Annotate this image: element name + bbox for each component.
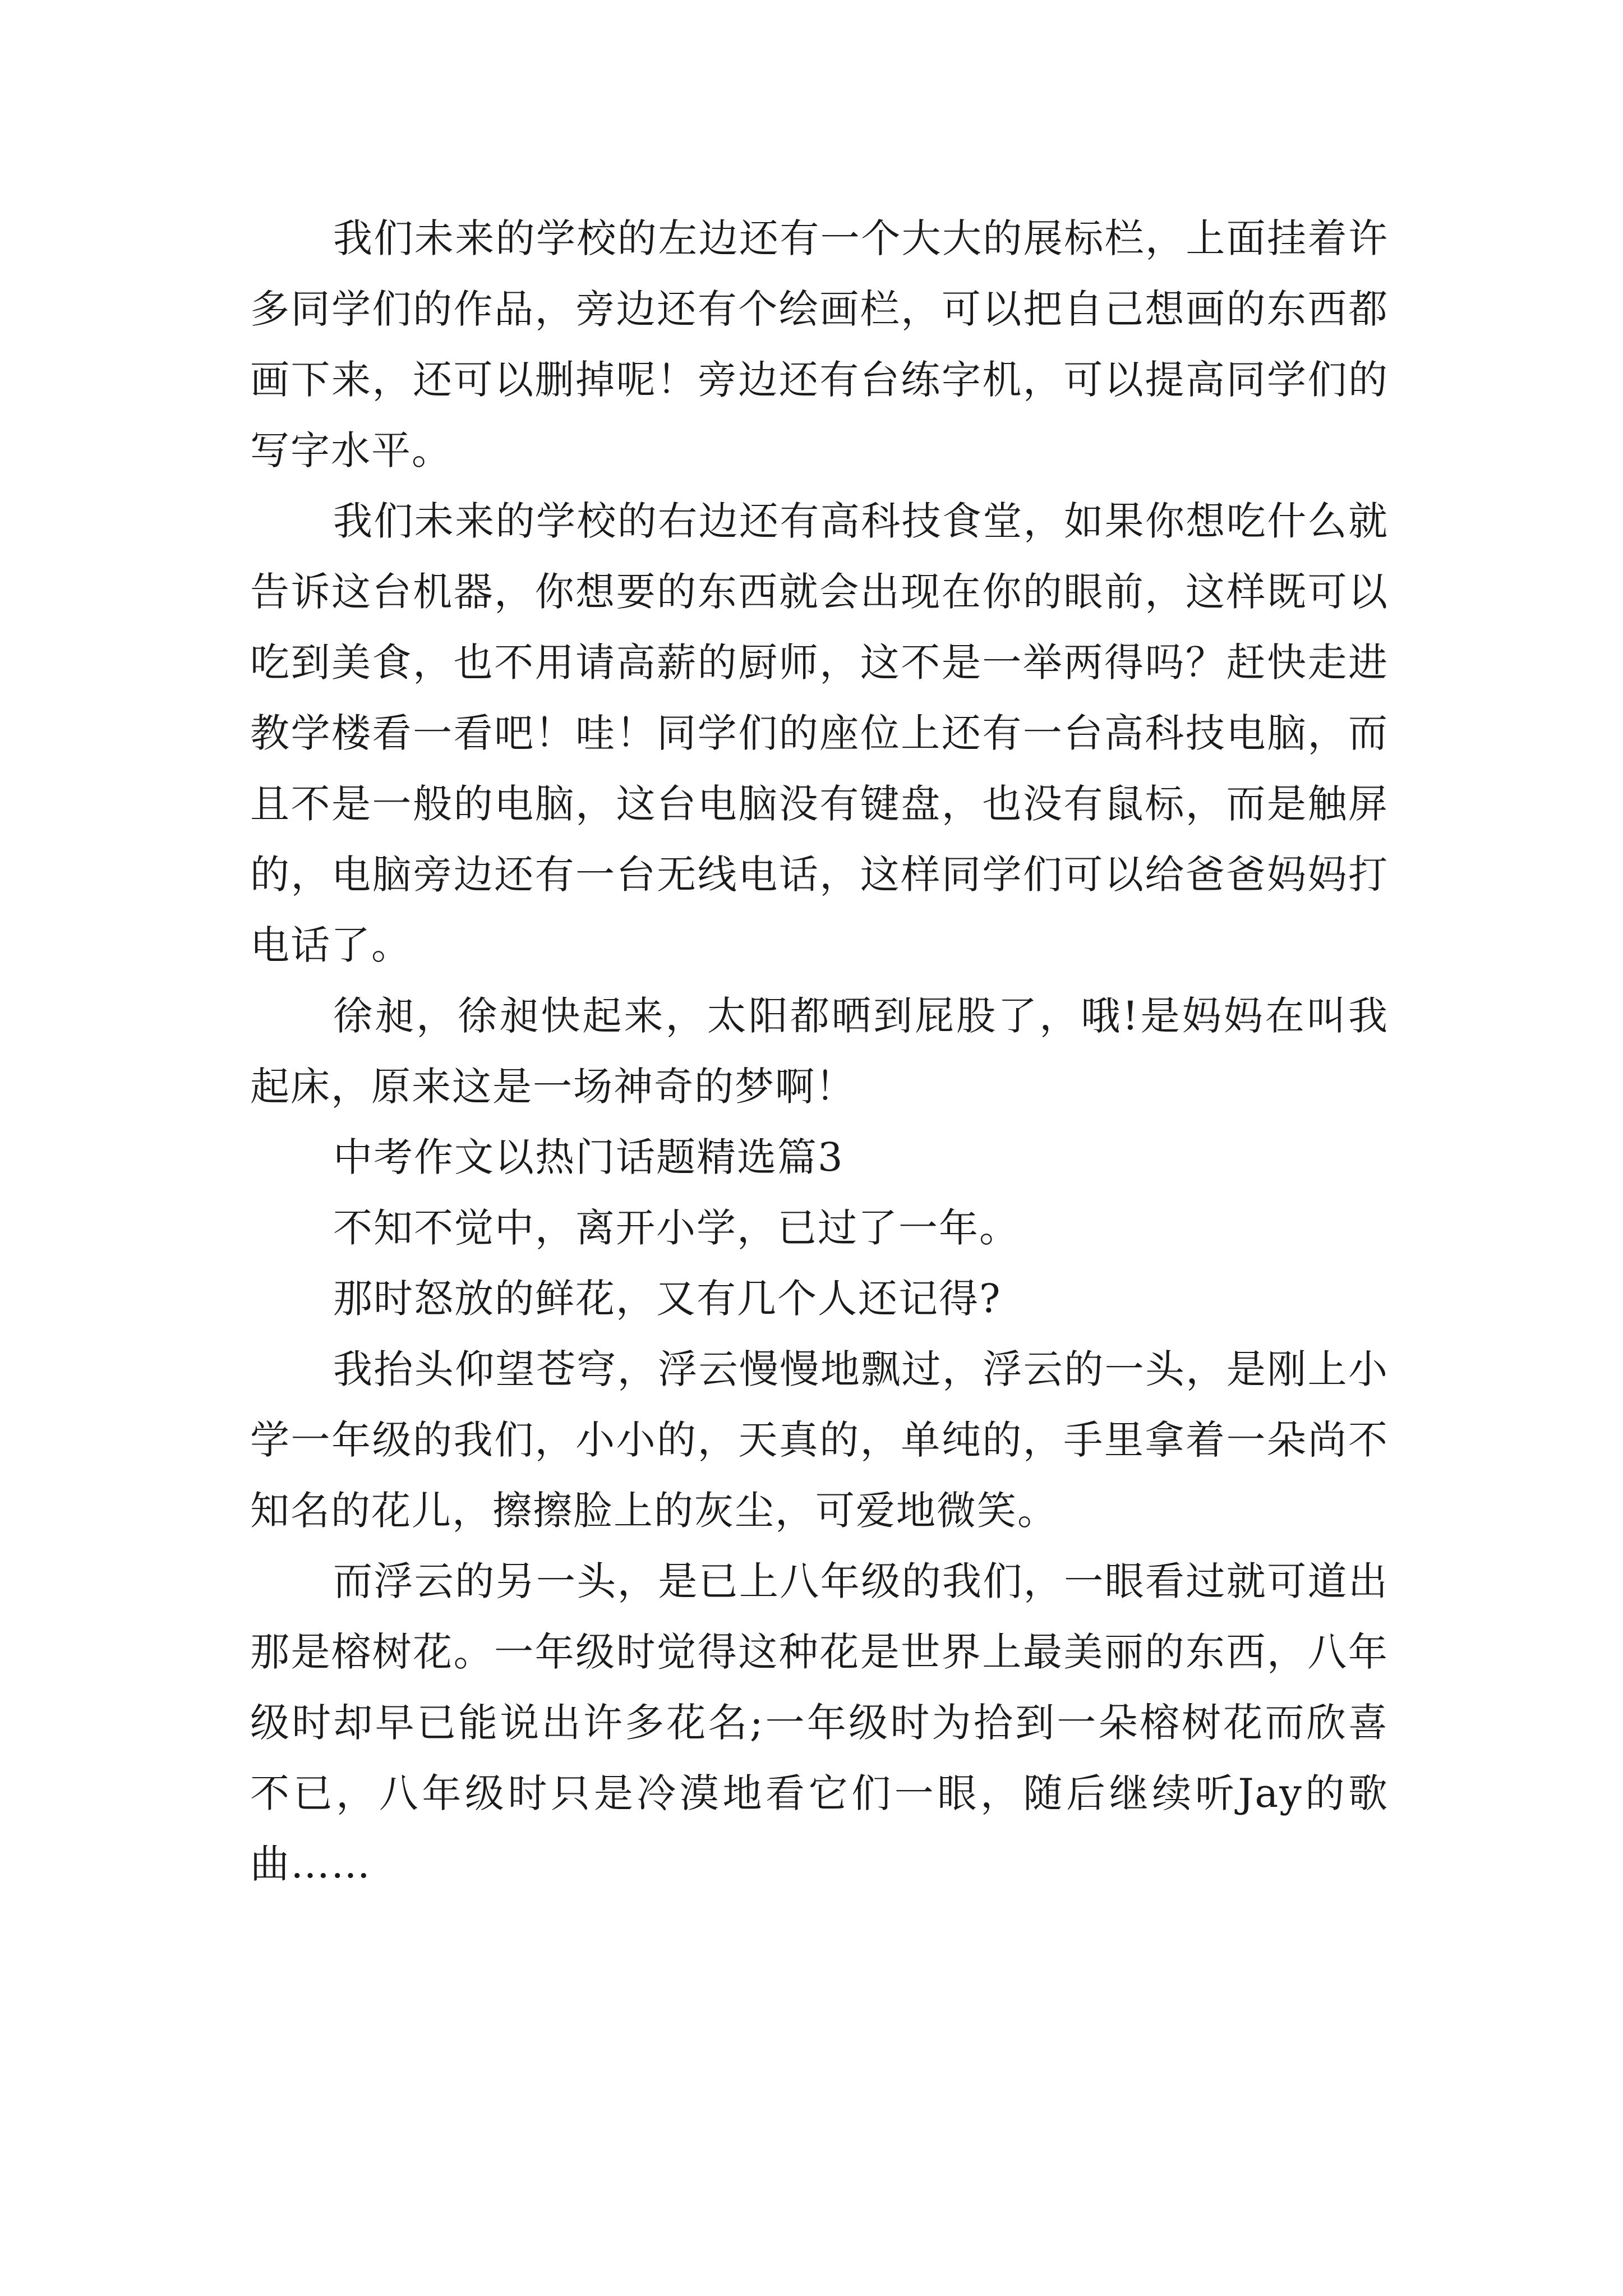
paragraph-wake-up: 徐昶，徐昶快起来，太阳都晒到屁股了，哦!是妈妈在叫我起床，原来这是一场神奇的梦啊！ — [250, 993, 1389, 1110]
paragraph-flowers-question: 那时怒放的鲜花，又有几个人还记得? — [333, 1276, 1002, 1322]
paragraph-hightech-canteen: 我们未来的学校的右边还有高科技食堂，如果你想吃什么就告诉这台机器，你想要的东西就会出现在你的眼前，这样既可以吃到美食，也不用请高薪的厨师，这不是一举两得吗？赶快走进教学楼看一看吧！哇！同学们的座位上还有一台高科技电脑，而且不是一般的电脑，这台电脑没有键盘，也没有鼠标，而是触屏的，电脑旁边还有一台无线电话，这样同学们可以给爸爸妈妈打电话了。 — [250, 498, 1389, 968]
section-heading: 中考作文以热门话题精选篇3 — [333, 1134, 844, 1180]
document-body — [250, 203, 1389, 1899]
paragraph-clouds-first-grade: 我抬头仰望苍穹，浮云慢慢地飘过，浮云的一头，是刚上小学一年级的我们，小小的，天真的，单纯的，手里拿着一朵尚不知名的花儿，擦擦脸上的灰尘，可爱地微笑。 — [250, 1346, 1389, 1534]
paragraph-clouds-eighth-grade: 而浮云的另一头，是已上八年级的我们，一眼看过就可道出那是榕树花。一年级时觉得这种花是世界上最美丽的东西，八年级时却早已能说出许多花名;一年级时为拾到一朵榕树花而欣喜不已，八年级时只是冷漠地看它们一眼，随后继续听Jay的歌曲…… — [250, 1558, 1389, 1887]
paragraph-one-year: 不知不觉中，离开小学，已过了一年。 — [333, 1205, 1020, 1251]
paragraph-exhibition-board: 我们未来的学校的左边还有一个大大的展标栏，上面挂着许多同学们的作品，旁边还有个绘画栏，可以把自己想画的东西都画下来，还可以删掉呢！旁边还有台练字机，可以提高同学们的写字水平。 — [250, 215, 1389, 473]
